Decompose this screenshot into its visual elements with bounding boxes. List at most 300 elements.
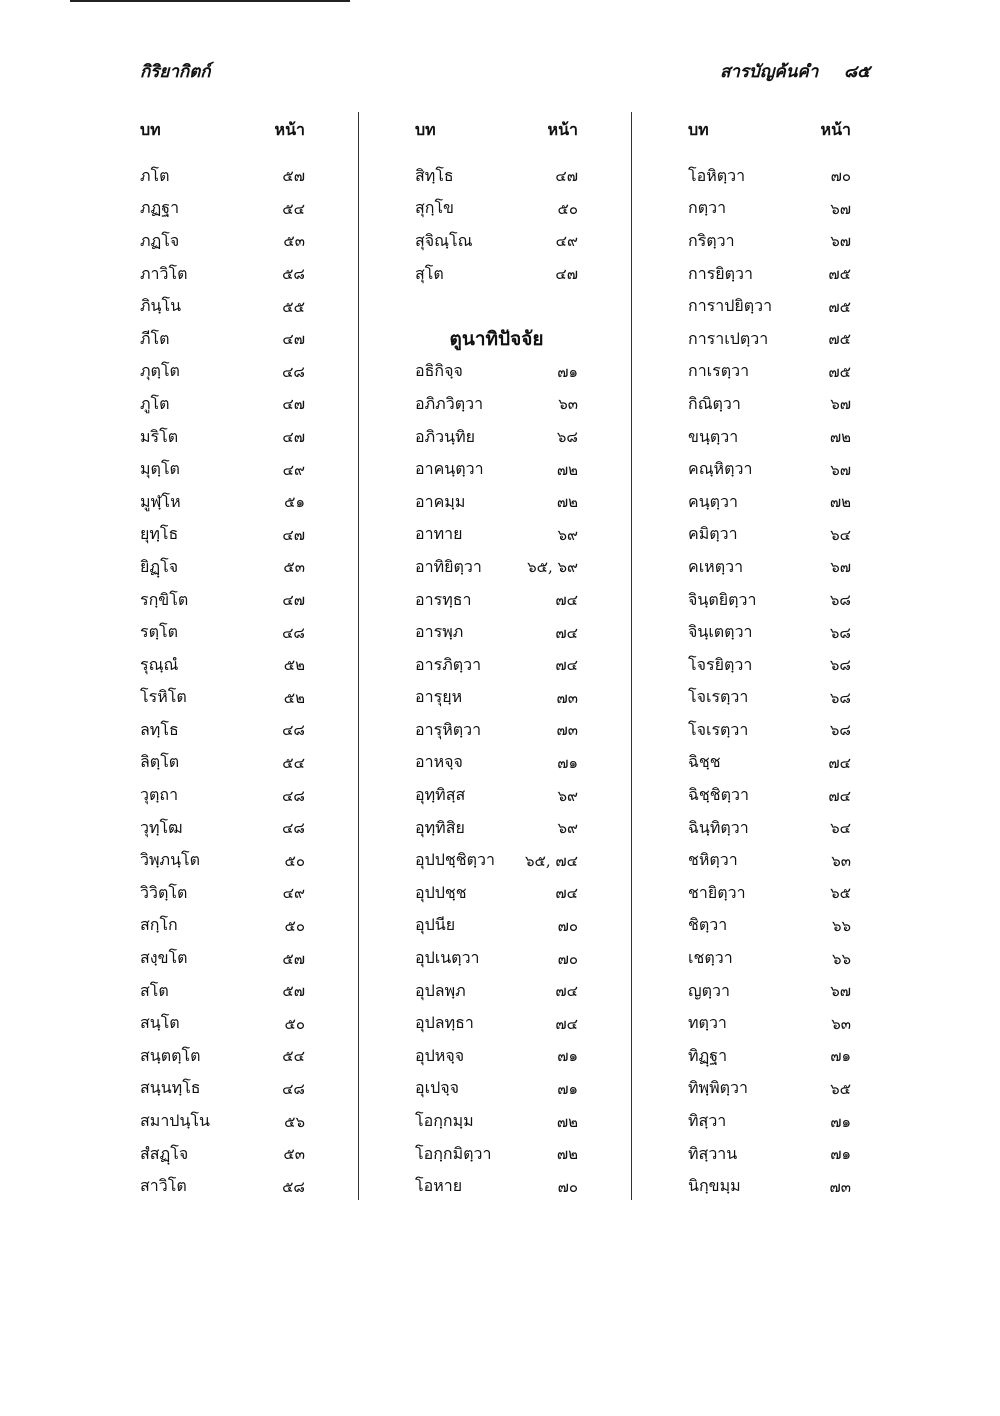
- entry-word: อารุหิตฺวา: [415, 719, 482, 739]
- entry-page: ๗๔: [828, 753, 851, 772]
- entry-word: วิพฺภนฺโต: [140, 850, 200, 870]
- entry-word: สุกฺโข: [415, 198, 454, 218]
- entry-page: ๗๒: [829, 493, 851, 512]
- index-entry: [415, 1007, 578, 1040]
- index-entry: [415, 551, 578, 584]
- entry-page: ๖๗: [830, 395, 851, 414]
- entry-word: โจเรตฺวา: [688, 687, 749, 707]
- entry-page: ๗๒: [556, 460, 578, 479]
- top-rule: [70, 0, 350, 2]
- index-entry: [415, 1138, 578, 1171]
- entry-word: อภิภวิตฺวา: [415, 393, 484, 413]
- index-entry: [688, 747, 851, 780]
- index-entry: [140, 616, 305, 649]
- entry-page: ๖๗: [830, 232, 851, 251]
- entry-page: ๕๑: [284, 493, 305, 512]
- entry-page: ๖๘: [556, 428, 578, 447]
- index-entry: [415, 877, 578, 910]
- entry-word: วิวิตฺโต: [140, 882, 188, 902]
- index-entry: [140, 388, 305, 421]
- index-entry: [415, 1105, 578, 1138]
- entry-word: ขนฺตฺวา: [688, 426, 739, 446]
- entry-word: กริตฺวา: [688, 230, 735, 250]
- entry-page: ๔๗: [282, 330, 305, 349]
- entry-page: ๗๑: [557, 362, 578, 381]
- entry-word: กตฺวา: [688, 198, 727, 218]
- entry-word: อาคมฺม: [415, 491, 466, 511]
- entry-page: ๕๗: [282, 949, 305, 968]
- index-entry: [140, 812, 305, 845]
- entry-word: ทตฺวา: [688, 1013, 727, 1033]
- entry-page: ๕๔: [282, 199, 305, 218]
- index-entry: [688, 877, 851, 910]
- entry-page: ๕๖: [284, 1112, 305, 1131]
- entry-word: ทิสฺวาน: [688, 1143, 738, 1163]
- entry-page: ๖๙: [557, 525, 578, 544]
- entry-word: สุจิณฺโณ: [415, 230, 473, 250]
- index-column-3: [688, 116, 851, 1203]
- index-entry: [688, 258, 851, 291]
- entry-word: สิทฺโธ: [415, 165, 454, 185]
- entry-word: อุปนีย: [415, 915, 456, 935]
- index-entry: [140, 779, 305, 812]
- entry-page: ๗๔: [555, 884, 578, 903]
- entry-page: ๗๒: [556, 493, 578, 512]
- running-head-left: กิริยากิตก์: [140, 62, 211, 82]
- entry-word: โอกฺกมิตฺวา: [415, 1143, 492, 1163]
- entry-word: การาเปตฺวา: [688, 328, 769, 348]
- entry-page: ๗๑: [830, 1047, 851, 1066]
- entry-word: สกฺโก: [140, 915, 178, 935]
- index-column-1: [140, 116, 305, 1203]
- entry-word: ภฏโจ: [140, 230, 180, 250]
- entry-word: ทิสฺวา: [688, 1111, 727, 1131]
- index-entry: [140, 584, 305, 617]
- entry-word: อุทฺทิสิย: [415, 817, 465, 837]
- entry-word: ฉิชฺชิตฺวา: [688, 785, 749, 805]
- index-entry: [688, 323, 851, 356]
- entry-page: ๕๔: [282, 753, 305, 772]
- index-entry: [140, 356, 305, 389]
- entry-page: ๖๗: [830, 558, 851, 577]
- entry-word: ทิพฺพิตฺวา: [688, 1078, 748, 1098]
- entry-word: เชตฺวา: [688, 948, 733, 968]
- entry-word: อาคนฺตฺวา: [415, 459, 484, 479]
- entry-page: ๗๕: [828, 362, 851, 381]
- entry-word: จินฺเตตฺวา: [688, 622, 753, 642]
- entry-word: อภิวนฺทิย: [415, 426, 475, 446]
- index-entry: [140, 844, 305, 877]
- index-entry: [140, 453, 305, 486]
- index-entry: [140, 1040, 305, 1073]
- entry-page: ๗๒: [556, 1145, 578, 1164]
- entry-page: ๗๕: [828, 297, 851, 316]
- index-entry: [415, 649, 578, 682]
- entry-page: ๗๓: [829, 1177, 851, 1196]
- index-entry: [688, 812, 851, 845]
- entry-word: มุตฺโต: [140, 459, 180, 479]
- index-entry: [688, 910, 851, 943]
- entry-page: ๔๘: [282, 362, 305, 381]
- entry-page: ๗๐: [830, 167, 851, 186]
- entry-word: อารทฺธา: [415, 589, 472, 609]
- entry-page: ๗๔: [555, 623, 578, 642]
- index-entry: [415, 1170, 578, 1203]
- index-entry: [415, 584, 578, 617]
- entry-word: รกฺขิโต: [140, 589, 189, 609]
- entry-page: ๕๗: [282, 167, 305, 186]
- entry-page: ๔๗: [282, 395, 305, 414]
- column-divider-1: [358, 112, 359, 1200]
- index-entry: [688, 388, 851, 421]
- entry-page: ๔๗: [282, 591, 305, 610]
- entry-word: วุตฺถา: [140, 785, 179, 805]
- index-entry: [415, 421, 578, 454]
- entry-page: ๔๙: [555, 232, 578, 251]
- entry-page: ๕๐: [284, 916, 305, 935]
- entry-word: คมิตฺวา: [688, 524, 738, 544]
- running-head-right: [720, 58, 870, 85]
- entry-page: ๖๗: [830, 460, 851, 479]
- entry-word: ลทฺโธ: [140, 719, 179, 739]
- entry-word: ยุทฺโธ: [140, 524, 179, 544]
- entry-page: ๖๖: [831, 916, 851, 935]
- entry-page: ๖๕: [830, 1079, 851, 1098]
- entry-word: ชิตฺวา: [688, 915, 728, 935]
- entry-page: ๖๘: [829, 688, 851, 707]
- index-entry: [688, 453, 851, 486]
- entry-word: โรหิโต: [140, 687, 187, 707]
- entry-word: สโต: [140, 980, 169, 1000]
- entry-word: ฉิชฺช: [688, 752, 721, 772]
- entry-word: ยิฏฺโจ: [140, 556, 179, 576]
- entry-page: ๖๘: [829, 591, 851, 610]
- index-entry: [140, 1073, 305, 1106]
- entry-page: ๔๘: [282, 819, 305, 838]
- index-entry: [415, 714, 578, 747]
- entry-word: ภโต: [140, 165, 170, 185]
- index-entry: [140, 682, 305, 715]
- column-header-word: บท: [688, 120, 709, 139]
- index-entry: [415, 812, 578, 845]
- entry-word: อธิกิจฺจ: [415, 361, 463, 381]
- entry-page: ๗๕: [828, 330, 851, 349]
- index-entry: [140, 1170, 305, 1203]
- entry-page: ๗๓: [556, 721, 578, 740]
- entry-page: ๗๔: [555, 982, 578, 1001]
- entry-word: ลิตฺโต: [140, 752, 180, 772]
- entry-word: โอหาย: [415, 1176, 463, 1196]
- entry-page: ๕๕: [282, 297, 305, 316]
- entry-page: ๕๘: [282, 265, 305, 284]
- index-entry: [688, 356, 851, 389]
- entry-word: อุปปชฺชิตฺวา: [415, 850, 495, 870]
- entry-word: สงฺขโต: [140, 948, 188, 968]
- index-entry: [140, 519, 305, 552]
- index-entry: [140, 910, 305, 943]
- entry-word: ญตฺวา: [688, 980, 730, 1000]
- index-entry: [688, 160, 851, 193]
- entry-word: อุปลทฺธา: [415, 1013, 474, 1033]
- entry-page: ๖๙: [557, 819, 578, 838]
- entry-word: อุปลพฺภ: [415, 980, 466, 1000]
- index-entry: [140, 551, 305, 584]
- entry-word: สนฺนทฺโธ: [140, 1078, 201, 1098]
- index-entry: [415, 1040, 578, 1073]
- index-entry: [688, 1073, 851, 1106]
- entry-word: ชายิตฺวา: [688, 882, 746, 902]
- entry-page: ๕๓: [283, 558, 305, 577]
- entry-page: ๕๔: [282, 1047, 305, 1066]
- entry-page: ๗๕: [828, 265, 851, 284]
- column-header: [415, 116, 578, 144]
- entry-page: ๗๐: [557, 1177, 578, 1196]
- entry-word: คเหตฺวา: [688, 556, 744, 576]
- entry-word: ฉินฺทิตฺวา: [688, 817, 749, 837]
- index-column-2: [415, 116, 578, 1203]
- index-entry: [140, 421, 305, 454]
- entry-word: ภาวิโต: [140, 263, 188, 283]
- entry-page: ๕๐: [284, 1014, 305, 1033]
- entry-page: ๖๖: [831, 949, 851, 968]
- entry-page: ๗๒: [829, 428, 851, 447]
- entry-page: ๗๔: [555, 1014, 578, 1033]
- index-entry: [415, 942, 578, 975]
- entry-word: อาทิยิตฺวา: [415, 556, 482, 576]
- entry-word: วุทฺโฒ: [140, 817, 183, 837]
- entry-page: ๗๑: [830, 1145, 851, 1164]
- index-entry: [688, 714, 851, 747]
- index-entry: [140, 258, 305, 291]
- entry-page: ๔๙: [282, 884, 305, 903]
- index-entry: [140, 1105, 305, 1138]
- entry-word: คณฺหิตฺวา: [688, 459, 753, 479]
- index-entry: [688, 193, 851, 226]
- entry-word: อาทาย: [415, 524, 463, 544]
- index-entry: [415, 682, 578, 715]
- index-entry: [415, 160, 578, 193]
- entry-page: ๗๓: [556, 688, 578, 707]
- index-entry: [140, 747, 305, 780]
- index-entry: [688, 584, 851, 617]
- entry-page: ๗๐: [557, 949, 578, 968]
- entry-page: ๖๘: [829, 721, 851, 740]
- entry-page: ๗๔: [828, 786, 851, 805]
- entry-page: ๗๔: [555, 591, 578, 610]
- entry-page: ๖๗: [830, 199, 851, 218]
- index-entry: [140, 1007, 305, 1040]
- index-entry: [415, 975, 578, 1008]
- index-entry: [688, 616, 851, 649]
- entry-word: สาวิโต: [140, 1176, 187, 1196]
- index-entry: [140, 323, 305, 356]
- entry-word: ภูโต: [140, 393, 170, 413]
- entry-word: โจรยิตฺวา: [688, 654, 753, 674]
- index-entry: [415, 193, 578, 226]
- entry-page: ๔๗: [282, 525, 305, 544]
- entry-page: ๕๒: [283, 656, 305, 675]
- index-entry: [688, 486, 851, 519]
- entry-page: ๔๗: [282, 428, 305, 447]
- index-entry: [688, 551, 851, 584]
- column-divider-2: [631, 112, 632, 1200]
- index-entry: [688, 779, 851, 812]
- entry-page: ๕๘: [282, 1177, 305, 1196]
- column-header-page: หน้า: [274, 120, 305, 139]
- entry-word: สมาปนฺโน: [140, 1111, 210, 1131]
- index-entry: [140, 877, 305, 910]
- entry-word: ภีโต: [140, 328, 170, 348]
- index-entry: [140, 649, 305, 682]
- entry-word: อารภิตฺวา: [415, 654, 482, 674]
- index-entry: [140, 486, 305, 519]
- index-entry: [415, 910, 578, 943]
- index-entry: [688, 942, 851, 975]
- entry-page: ๖๕, ๖๙: [527, 558, 578, 577]
- entry-page: ๕๒: [283, 688, 305, 707]
- index-entry: [140, 942, 305, 975]
- entry-page: ๔๘: [282, 721, 305, 740]
- entry-word: ภฏฐา: [140, 198, 180, 218]
- column-header: [140, 116, 305, 144]
- index-entry: [688, 1007, 851, 1040]
- index-entry: [415, 844, 578, 877]
- entry-page: ๗๒: [556, 1112, 578, 1131]
- index-entry: [140, 975, 305, 1008]
- index-entry: [688, 1105, 851, 1138]
- index-entry: [140, 714, 305, 747]
- entry-word: มูฬฺโห: [140, 491, 181, 511]
- index-entry: [688, 975, 851, 1008]
- entry-page: ๖๓: [831, 851, 851, 870]
- column-header-word: บท: [140, 120, 161, 139]
- entry-word: สนฺโต: [140, 1013, 180, 1033]
- index-entry: [415, 747, 578, 780]
- entry-page: ๔๘: [282, 623, 305, 642]
- section-spacer: [415, 290, 578, 323]
- entry-word: สนฺตตฺโต: [140, 1045, 201, 1065]
- entry-word: รตฺโต: [140, 622, 178, 642]
- index-entry: [415, 453, 578, 486]
- entry-page: ๖๘: [829, 623, 851, 642]
- entry-page: ๗๐: [557, 916, 578, 935]
- entry-word: กาเรตฺวา: [688, 361, 750, 381]
- entry-page: ๕๗: [282, 982, 305, 1001]
- index-entry: [415, 1073, 578, 1106]
- index-entry: [688, 649, 851, 682]
- entry-word: มริโต: [140, 426, 179, 446]
- entry-word: นิกฺขมฺม: [688, 1176, 741, 1196]
- entry-word: อุทฺทิสฺส: [415, 785, 466, 805]
- entry-page: ๗๑: [830, 1112, 851, 1131]
- entry-word: อารพฺภ: [415, 622, 464, 642]
- entry-page: ๗๑: [557, 1047, 578, 1066]
- running-head-title: สารบัญค้นคำ: [720, 62, 819, 82]
- column-header-word: บท: [415, 120, 436, 139]
- index-entry: [415, 486, 578, 519]
- index-entry: [140, 193, 305, 226]
- index-entry: [140, 225, 305, 258]
- entry-page: ๖๓: [831, 1014, 851, 1033]
- entry-page: ๖๙: [557, 786, 578, 805]
- entry-word: อุปหจฺจ: [415, 1045, 465, 1065]
- entry-page: ๖๕: [830, 884, 851, 903]
- entry-page: ๖๗: [830, 982, 851, 1001]
- entry-word: ภินฺโน: [140, 296, 182, 316]
- entry-page: ๕๐: [557, 199, 578, 218]
- index-entry: [688, 225, 851, 258]
- entry-word: การาปยิตฺวา: [688, 296, 773, 316]
- entry-word: อาหจฺจ: [415, 752, 463, 772]
- entry-word: ชหิตฺวา: [688, 850, 738, 870]
- index-entry: [140, 290, 305, 323]
- index-entry: [140, 160, 305, 193]
- entry-word: สํสฏฺโจ: [140, 1143, 189, 1163]
- index-entry: [688, 1138, 851, 1171]
- entry-page: ๕๓: [283, 1145, 305, 1164]
- index-entry: [688, 519, 851, 552]
- index-entry: [688, 844, 851, 877]
- entry-page: ๔๗: [555, 265, 578, 284]
- index-entry: [140, 1138, 305, 1171]
- entry-word: อุปเนตฺวา: [415, 948, 480, 968]
- index-entry: [415, 258, 578, 291]
- entry-word: กิณิตฺวา: [688, 393, 741, 413]
- entry-page: ๖๓: [558, 395, 578, 414]
- entry-page: ๔๙: [282, 460, 305, 479]
- entry-word: ภุตฺโต: [140, 361, 180, 381]
- index-entry: [688, 682, 851, 715]
- entry-page: ๔๘: [282, 786, 305, 805]
- column-header-page: หน้า: [820, 120, 851, 139]
- entry-word: จินฺตยิตฺวา: [688, 589, 757, 609]
- entry-word: โอกฺกมฺม: [415, 1111, 474, 1131]
- index-entry: [688, 1040, 851, 1073]
- index-entry: [415, 388, 578, 421]
- index-entry: [415, 356, 578, 389]
- entry-page: ๗๔: [555, 656, 578, 675]
- entry-page: ๗๑: [557, 753, 578, 772]
- entry-word: คนฺตฺวา: [688, 491, 738, 511]
- column-header: [688, 116, 851, 144]
- column-header-page: หน้า: [547, 120, 578, 139]
- entry-page: ๗๑: [557, 1079, 578, 1098]
- entry-word: อุปปชฺช: [415, 882, 467, 902]
- entry-page: ๖๔: [830, 525, 851, 544]
- index-entry: [415, 225, 578, 258]
- entry-word: โจเรตฺวา: [688, 719, 749, 739]
- index-entry: [688, 1170, 851, 1203]
- entry-page: ๖๔: [830, 819, 851, 838]
- entry-word: อารุยฺห: [415, 687, 463, 707]
- entry-page: ๔๘: [282, 1079, 305, 1098]
- index-entry: [415, 616, 578, 649]
- section-title: ตูนาทิปัจจัย: [449, 327, 544, 350]
- entry-word: รุณฺณํ: [140, 654, 179, 674]
- entry-word: ทิฏฺฐา: [688, 1045, 728, 1065]
- index-entry: [415, 519, 578, 552]
- index-entry: [688, 290, 851, 323]
- entry-page: ๕๓: [283, 232, 305, 251]
- entry-word: อุเปจฺจ: [415, 1078, 459, 1098]
- index-entry: [415, 779, 578, 812]
- entry-page: ๕๐: [284, 851, 305, 870]
- entry-word: โอหิตฺวา: [688, 165, 746, 185]
- entry-page: ๔๗: [555, 167, 578, 186]
- entry-page: ๖๘: [829, 656, 851, 675]
- index-entry: [688, 421, 851, 454]
- page-number: ๘๕: [844, 62, 870, 82]
